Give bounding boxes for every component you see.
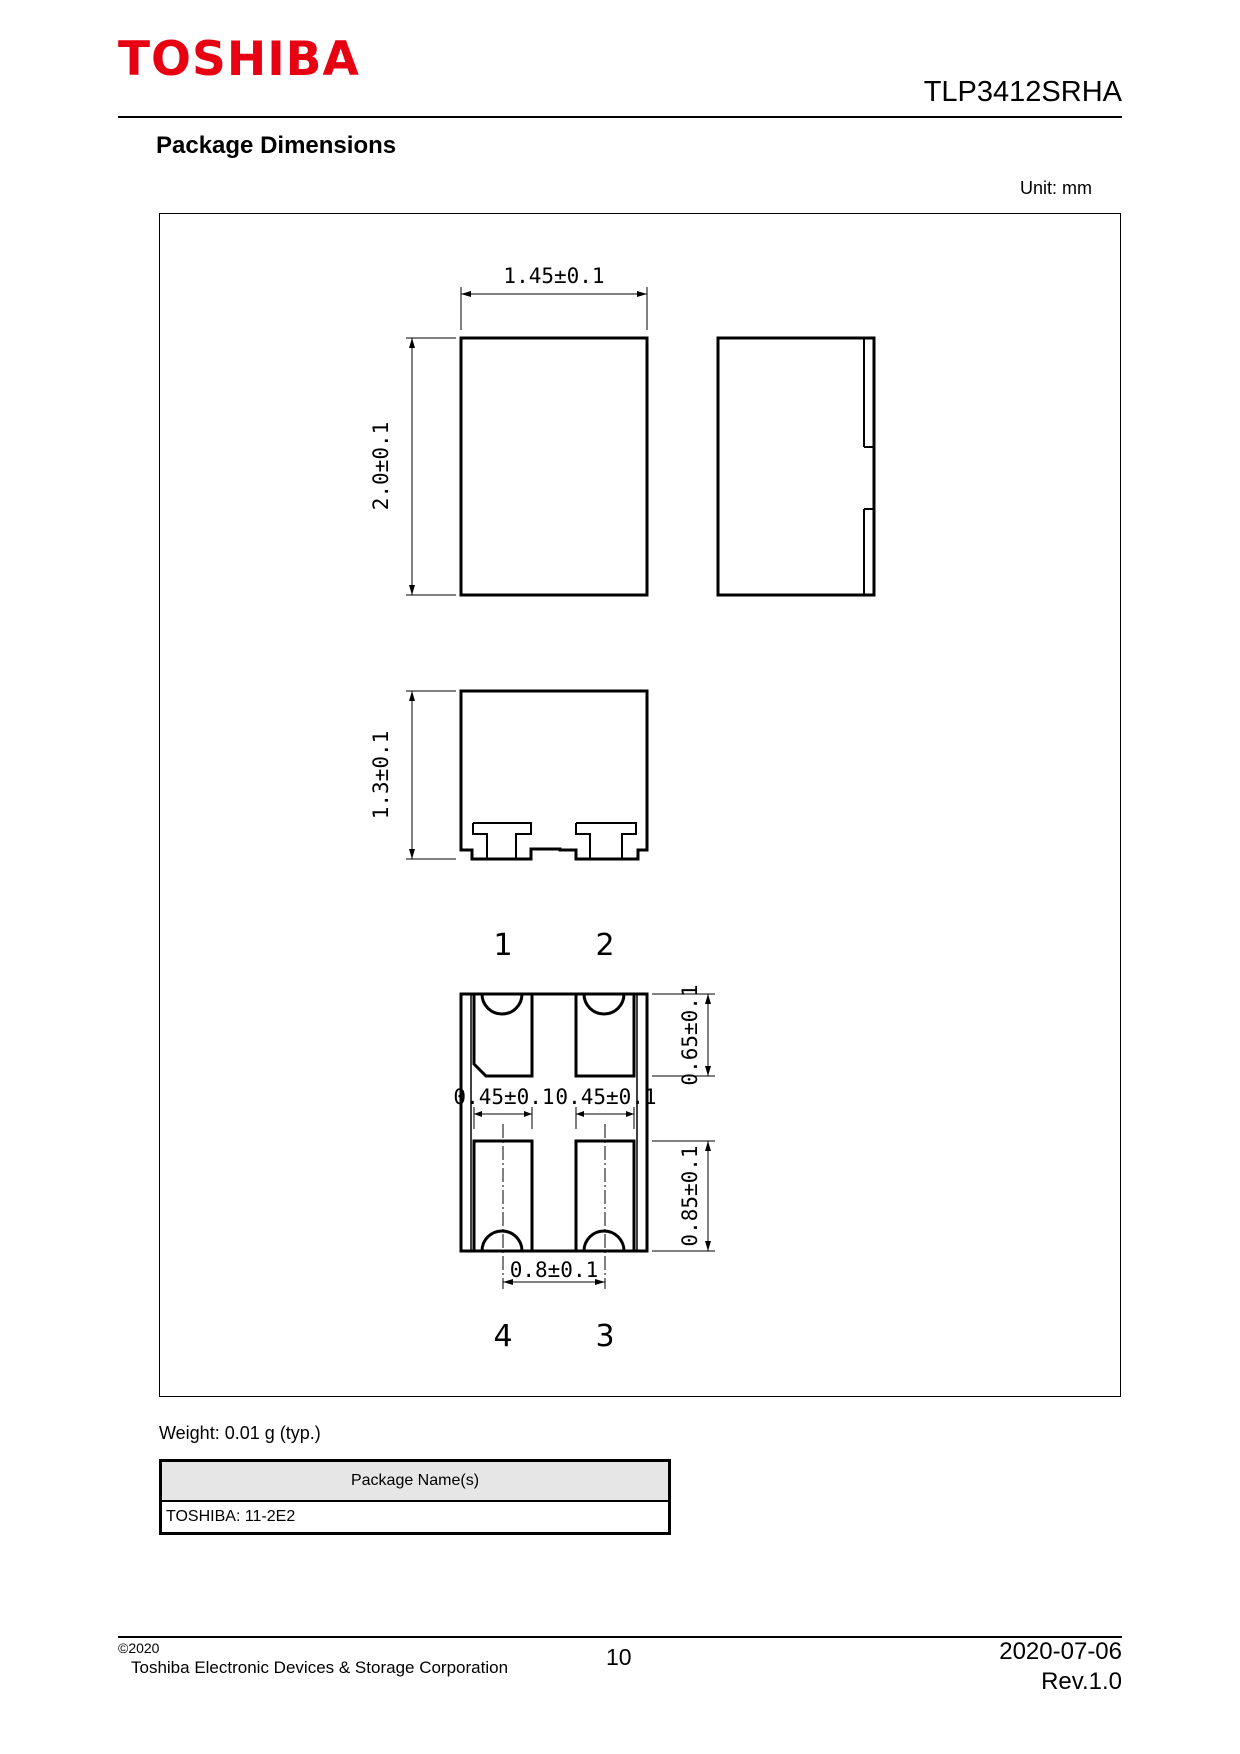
dim-pad-lower: 0.85±0.1 bbox=[678, 1145, 702, 1247]
dim-pad-width-left: 0.45±0.1 bbox=[453, 1085, 555, 1109]
top-view-body bbox=[461, 338, 647, 595]
pin-3-label: 3 bbox=[595, 1319, 615, 1354]
package-drawing bbox=[159, 213, 1121, 1397]
page-number: 10 bbox=[606, 1644, 632, 1670]
dim-height-side: 2.0±0.1 bbox=[369, 421, 393, 511]
doc-revision: Rev.1.0 bbox=[1041, 1668, 1122, 1695]
bottom-view-body bbox=[461, 994, 647, 1251]
package-name-table bbox=[159, 1459, 671, 1535]
pin-4-label: 4 bbox=[493, 1319, 513, 1354]
package-table-row: TOSHIBA: 11-2E2 bbox=[166, 1508, 296, 1525]
package-drawing-svg bbox=[160, 214, 1122, 1398]
side-view-body bbox=[718, 338, 874, 595]
dim-pad-width-right: 0.45±0.1 bbox=[555, 1085, 657, 1109]
pad-1 bbox=[474, 994, 532, 1076]
doc-date: 2020-07-06 bbox=[999, 1638, 1122, 1665]
dim-thickness: 1.3±0.1 bbox=[369, 730, 393, 820]
front-view-body bbox=[461, 691, 647, 859]
dim-pad-upper: 0.65±0.1 bbox=[678, 984, 702, 1086]
copyright: ©2020 bbox=[118, 1640, 160, 1656]
footer-rule bbox=[118, 1636, 1122, 1638]
pad-2 bbox=[576, 994, 634, 1076]
toshiba-logo: TOSHIBA bbox=[118, 32, 360, 87]
unit-label: Unit: mm bbox=[1020, 178, 1092, 198]
company-name: Toshiba Electronic Devices & Storage Corporation bbox=[131, 1658, 509, 1677]
weight-note: Weight: 0.01 g (typ.) bbox=[159, 1423, 321, 1443]
dim-width-top: 1.45±0.1 bbox=[503, 264, 605, 288]
section-title: Package Dimensions bbox=[156, 132, 397, 159]
dim-pitch: 0.8±0.1 bbox=[509, 1258, 599, 1282]
package-table-header: Package Name(s) bbox=[161, 1461, 670, 1502]
part-number: TLP3412SRHA bbox=[923, 76, 1122, 108]
header-rule bbox=[118, 116, 1122, 118]
pin-1-label: 1 bbox=[493, 928, 513, 963]
pin-2-label: 2 bbox=[595, 928, 615, 963]
